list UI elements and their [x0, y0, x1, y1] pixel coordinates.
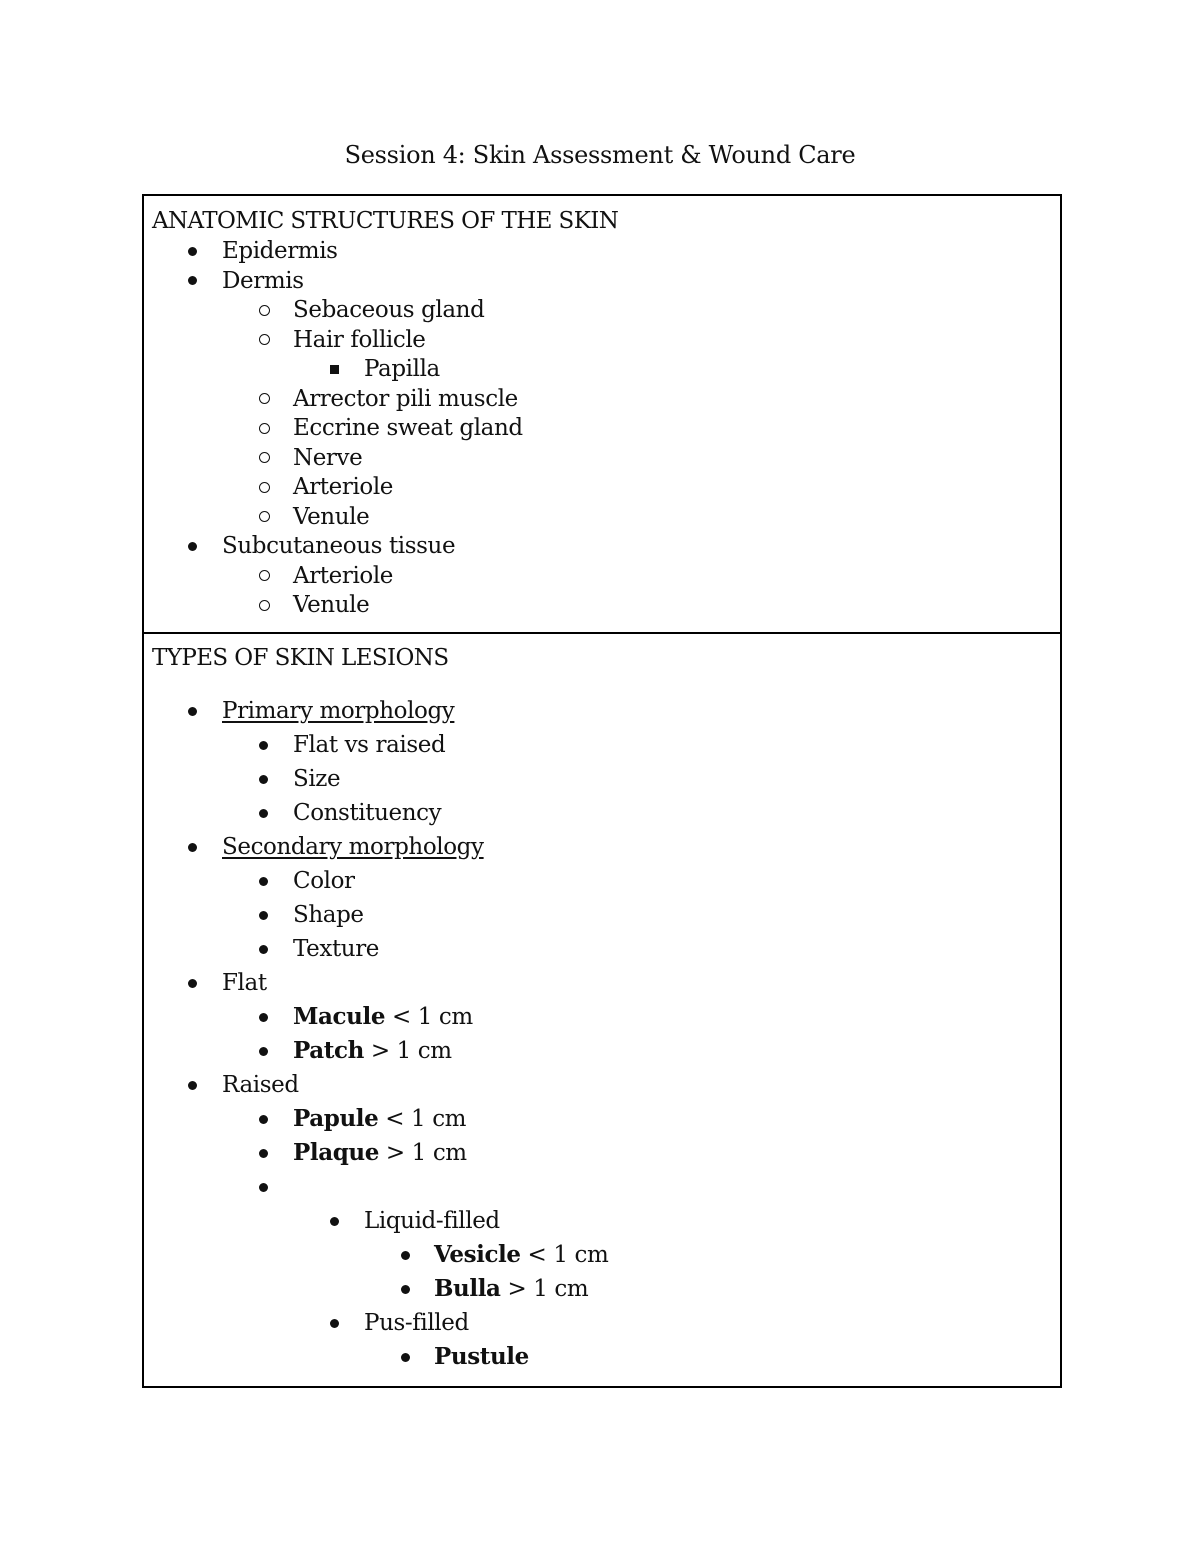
- item-label: Size: [293, 766, 341, 792]
- item-label: > 1 cm: [363, 1038, 452, 1064]
- list-item-text: [222, 833, 484, 861]
- term-label: Papule: [293, 1105, 379, 1132]
- term-label: Pustule: [434, 1343, 529, 1370]
- list-item-text: [293, 867, 355, 895]
- bullet-icon: [401, 1353, 410, 1362]
- list-item-text: [364, 1207, 500, 1235]
- list-item-text: [293, 799, 441, 827]
- bullet-icon: [330, 1319, 339, 1328]
- section-divider: [144, 632, 1060, 634]
- bullet-icon: [259, 741, 268, 750]
- list-item-text: [293, 473, 393, 501]
- circle-bullet-icon: [259, 393, 270, 404]
- list-item-text: [293, 765, 340, 793]
- item-label: Arteriole: [293, 562, 394, 589]
- item-label: Color: [293, 868, 355, 894]
- item-label: Texture: [293, 936, 379, 962]
- item-label: Arrector pili muscle: [293, 385, 518, 412]
- list-item-text: [293, 1003, 473, 1031]
- list-item-text: [293, 1037, 452, 1065]
- list-item-text: [222, 969, 267, 997]
- list-item-text: [293, 731, 445, 759]
- bullet-icon: [259, 945, 268, 954]
- circle-bullet-icon: [259, 423, 270, 434]
- list-item-text: [293, 1139, 467, 1167]
- list-item-text: [293, 562, 393, 590]
- item-label: Flat: [222, 970, 267, 996]
- list-item-text: [293, 591, 369, 619]
- list-item-text: [222, 267, 304, 295]
- list-item-text: [293, 901, 364, 929]
- section-heading-anatomy: ANATOMIC STRUCTURES OF THE SKIN: [152, 208, 619, 234]
- term-label: Vesicle: [434, 1241, 521, 1268]
- list-item-text: [434, 1343, 529, 1371]
- list-item-text: [293, 444, 362, 472]
- item-label: < 1 cm: [520, 1242, 609, 1268]
- term-label: Bulla: [434, 1275, 501, 1302]
- list-item-text: [364, 355, 440, 383]
- item-label: Shape: [293, 902, 364, 928]
- item-label: Arteriole: [293, 474, 394, 500]
- item-label: Raised: [222, 1072, 299, 1098]
- bullet-icon: [259, 809, 268, 818]
- circle-bullet-icon: [259, 305, 270, 316]
- item-label: < 1 cm: [385, 1004, 473, 1030]
- bullet-icon: [188, 979, 197, 988]
- bullet-icon: [259, 1115, 268, 1124]
- item-label: Eccrine sweat gland: [293, 415, 523, 441]
- item-label: Pus-filled: [364, 1310, 469, 1336]
- bullet-icon: [330, 1217, 339, 1226]
- item-label: Sebaceous gland: [293, 297, 485, 323]
- term-label: Macule: [293, 1003, 386, 1030]
- item-label: > 1 cm: [378, 1140, 467, 1166]
- bullet-icon: [401, 1285, 410, 1294]
- list-item-text: [293, 503, 369, 531]
- list-item-text: [293, 326, 426, 354]
- circle-bullet-icon: [259, 452, 270, 463]
- circle-bullet-icon: [259, 334, 270, 345]
- list-item-text: [222, 697, 454, 725]
- bullet-icon: [188, 276, 197, 285]
- list-item-text: [293, 935, 379, 963]
- item-label: Venule: [293, 592, 370, 618]
- bullet-icon: [188, 843, 197, 852]
- item-label: Venule: [293, 503, 370, 530]
- bullet-icon: [188, 542, 197, 551]
- item-label: Epidermis: [222, 238, 338, 264]
- bullet-icon: [259, 775, 268, 784]
- circle-bullet-icon: [259, 482, 270, 493]
- list-item-text: [222, 1071, 299, 1099]
- term-label: Patch: [293, 1037, 364, 1064]
- bullet-icon: [259, 877, 268, 886]
- circle-bullet-icon: [259, 600, 270, 611]
- item-label: Secondary morphology: [222, 834, 484, 860]
- list-item-text: [364, 1309, 469, 1337]
- list-item-text: [293, 385, 518, 413]
- bullet-icon: [188, 1081, 197, 1090]
- term-label: Plaque: [293, 1139, 379, 1166]
- item-label: Constituency: [293, 800, 442, 826]
- bullet-icon: [259, 1013, 268, 1022]
- page-title: Session 4: Skin Assessment & Wound Care: [344, 141, 856, 169]
- item-label: Liquid-filled: [364, 1208, 500, 1234]
- list-item-text: [434, 1241, 608, 1269]
- list-item-text: [222, 237, 338, 265]
- item-label: Subcutaneous tissue: [222, 533, 456, 559]
- item-label: Nerve: [293, 444, 363, 471]
- item-label: > 1 cm: [500, 1276, 589, 1302]
- list-item-text: [222, 532, 455, 560]
- list-item-text: [434, 1275, 588, 1303]
- list-item-text: [293, 1105, 466, 1133]
- list-item-text: [293, 296, 484, 324]
- circle-bullet-icon: [259, 511, 270, 522]
- bullet-icon: [188, 707, 197, 716]
- circle-bullet-icon: [259, 570, 270, 581]
- bullet-icon: [259, 911, 268, 920]
- item-label: Hair follicle: [293, 326, 426, 353]
- notes-table: [142, 194, 1062, 1388]
- section-heading-lesions: TYPES OF SKIN LESIONS: [152, 645, 449, 671]
- bullet-icon: [188, 247, 197, 256]
- item-label: Papilla: [364, 356, 440, 382]
- bullet-icon: [259, 1149, 268, 1158]
- item-label: < 1 cm: [378, 1106, 467, 1132]
- item-label: Flat vs raised: [293, 732, 446, 758]
- bullet-icon: [401, 1251, 410, 1260]
- bullet-icon: [259, 1183, 268, 1192]
- item-label: Dermis: [222, 267, 304, 294]
- square-bullet-icon: [330, 365, 339, 374]
- list-item-text: [293, 414, 523, 442]
- bullet-icon: [259, 1047, 268, 1056]
- item-label: Primary morphology: [222, 698, 455, 724]
